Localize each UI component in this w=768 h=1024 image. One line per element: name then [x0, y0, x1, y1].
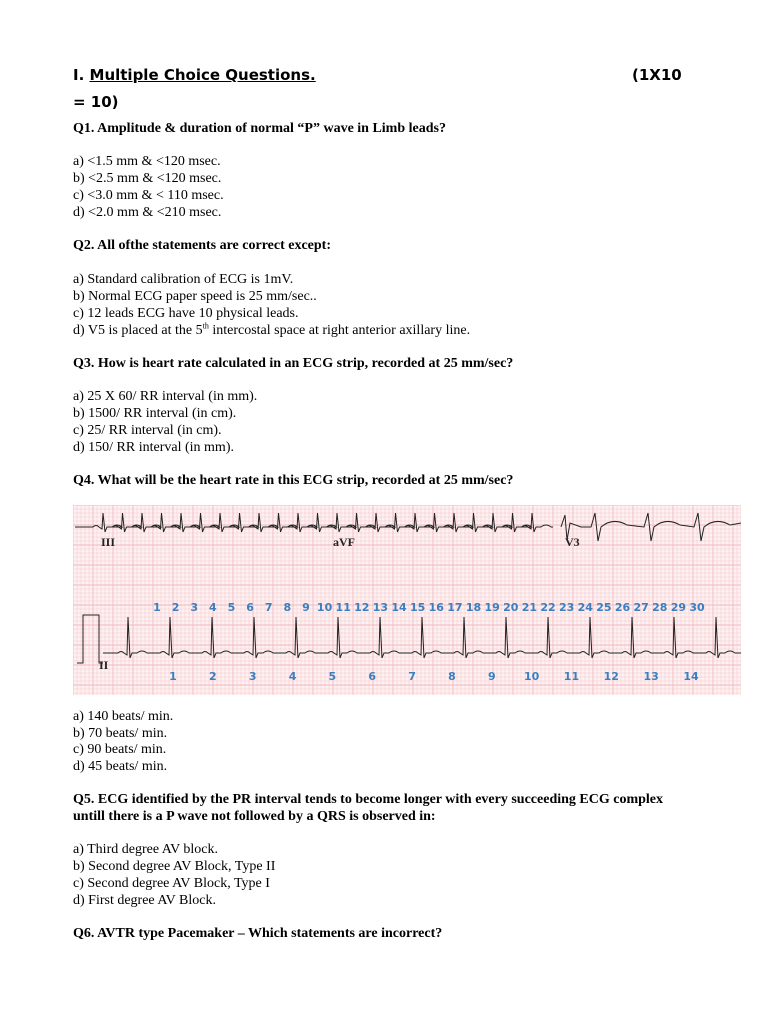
ecg-bottom-beat-number: 12 [603, 670, 619, 683]
ecg-top-beat-number: 9 [302, 601, 310, 614]
ecg-top-beat-number: 27 [633, 601, 649, 614]
q3-option-d: d) 150/ RR interval (in mm). [73, 440, 234, 455]
ecg-lead-label: III [101, 535, 116, 549]
ecg-bottom-beat-number: 1 [169, 670, 177, 683]
q2-option-d-end: intercostal space at right anterior axillary line. [208, 323, 471, 338]
ecg-top-beat-number: 13 [372, 601, 389, 614]
q4-option-b: b) 70 beats/ min. [73, 726, 168, 741]
ecg-top-beat-number: 21 [521, 601, 538, 614]
ecg-lead-label: V3 [565, 535, 580, 549]
ecg-top-beat-number: 18 [465, 601, 482, 614]
ecg-bottom-beat-number: 13 [643, 670, 659, 683]
ecg-top-beat-number: 20 [503, 601, 519, 614]
q1-option-b: b) <2.5 mm & <120 msec. [73, 171, 222, 186]
question-2: Q2. All ofthe statements are correct except: [73, 238, 331, 253]
q2-option-d-start: d) V5 is placed at the 5 [73, 323, 203, 338]
q2-option-d-superscript: th [202, 321, 209, 331]
question-1: Q1. Amplitude & duration of normal “P” wave in Limb leads? [73, 121, 446, 136]
ecg-top-beat-number: 10 [316, 601, 333, 614]
q5-option-d: d) First degree AV Block. [73, 893, 216, 908]
q5-option-b: b) Second degree AV Block, Type II [73, 859, 276, 874]
ecg-top-beat-number: 12 [354, 601, 370, 614]
q5-option-c: c) Second degree AV Block, Type I [73, 876, 270, 891]
q3-option-b: b) 1500/ RR interval (in cm). [73, 406, 237, 421]
ecg-bottom-beat-number: 9 [487, 670, 496, 683]
q2-option-d [73, 322, 470, 339]
q5-option-a: a) Third degree AV block. [73, 842, 219, 857]
q1-option-a: a) <1.5 mm & <120 msec. [73, 154, 221, 169]
ecg-bottom-beat-number: 5 [328, 670, 337, 683]
section-title: Multiple Choice Questions. [89, 66, 316, 84]
ecg-bottom-beat-number: 14 [683, 670, 699, 683]
ecg-top-beat-number: 22 [540, 601, 556, 614]
ecg-top-beat-number: 8 [283, 601, 292, 614]
ecg-bottom-beat-number: 4 [288, 670, 297, 683]
ecg-bottom-beat-number: 3 [248, 670, 257, 683]
ecg-top-beat-number: 15 [410, 601, 426, 614]
ecg-top-beat-number: 2 [171, 601, 180, 614]
ecg-bottom-beat-number: 8 [448, 670, 456, 683]
q4-option-c: c) 90 beats/ min. [73, 742, 167, 757]
ecg-bottom-beat-number: 7 [408, 670, 416, 683]
ecg-lead-label: II [99, 658, 109, 672]
ecg-top-beat-number: 25 [596, 601, 612, 614]
question-6: Q6. AVTR type Pacemaker – Which statements are incorrect? [73, 926, 443, 941]
ecg-top-beat-number: 1 [153, 601, 161, 614]
ecg-top-beat-number: 30 [689, 601, 705, 614]
ecg-bottom-beat-number: 10 [523, 670, 540, 683]
q2-option-c: c) 12 leads ECG have 10 physical leads. [73, 306, 299, 321]
ecg-bottom-beat-number: 6 [368, 670, 377, 683]
marks-label-continued: = 10) [73, 93, 119, 111]
ecg-top-beat-number: 16 [428, 601, 444, 614]
ecg-bottom-beat-number: 2 [209, 670, 217, 683]
ecg-top-beat-number: 4 [209, 601, 217, 614]
q3-option-c: c) 25/ RR interval (in cm). [73, 423, 222, 438]
q2-option-a: a) Standard calibration of ECG is 1mV. [73, 272, 294, 287]
ecg-bottom-beat-number: 11 [563, 670, 580, 683]
ecg-lead-label: aVF [333, 535, 355, 549]
ecg-top-beat-number: 6 [246, 601, 254, 614]
ecg-top-beat-number: 3 [190, 601, 199, 614]
question-3: Q3. How is heart rate calculated in an ECG strip, recorded at 25 mm/sec? [73, 356, 514, 371]
q2-option-b: b) Normal ECG paper speed is 25 mm/sec.. [73, 289, 317, 304]
ecg-top-beat-number: 23 [558, 601, 575, 614]
ecg-top-beat-number: 11 [335, 601, 351, 614]
q1-option-d: d) <2.0 mm & <210 msec. [73, 205, 222, 220]
question-4: Q4. What will be the heart rate in this ECG strip, recorded at 25 mm/sec? [73, 473, 514, 488]
section-heading [73, 66, 316, 84]
ecg-top-beat-number: 7 [264, 601, 273, 614]
ecg-strip-image [73, 505, 741, 695]
q4-option-d: d) 45 beats/ min. [73, 759, 168, 774]
ecg-top-beat-number: 28 [652, 601, 668, 614]
q3-option-a: a) 25 X 60/ RR interval (in mm). [73, 389, 258, 404]
section-prefix: I. [73, 66, 90, 84]
marks-label: (1X10 [632, 66, 682, 84]
q1-option-c: c) <3.0 mm & < 110 msec. [73, 188, 224, 203]
ecg-top-beat-number: 5 [227, 601, 236, 614]
question-5: Q5. ECG identified by the PR interval tends to become longer with every succeeding ECG complex untill there is a P wave not followed by a QRS is observed in: [73, 792, 664, 824]
ecg-top-beat-number: 17 [447, 601, 463, 614]
q4-option-a: a) 140 beats/ min. [73, 709, 174, 724]
ecg-top-beat-number: 24 [577, 601, 593, 614]
ecg-top-beat-number: 29 [670, 601, 687, 614]
ecg-top-beat-number: 26 [614, 601, 631, 614]
ecg-top-beat-number: 19 [484, 601, 500, 614]
ecg-top-beat-number: 14 [391, 601, 407, 614]
